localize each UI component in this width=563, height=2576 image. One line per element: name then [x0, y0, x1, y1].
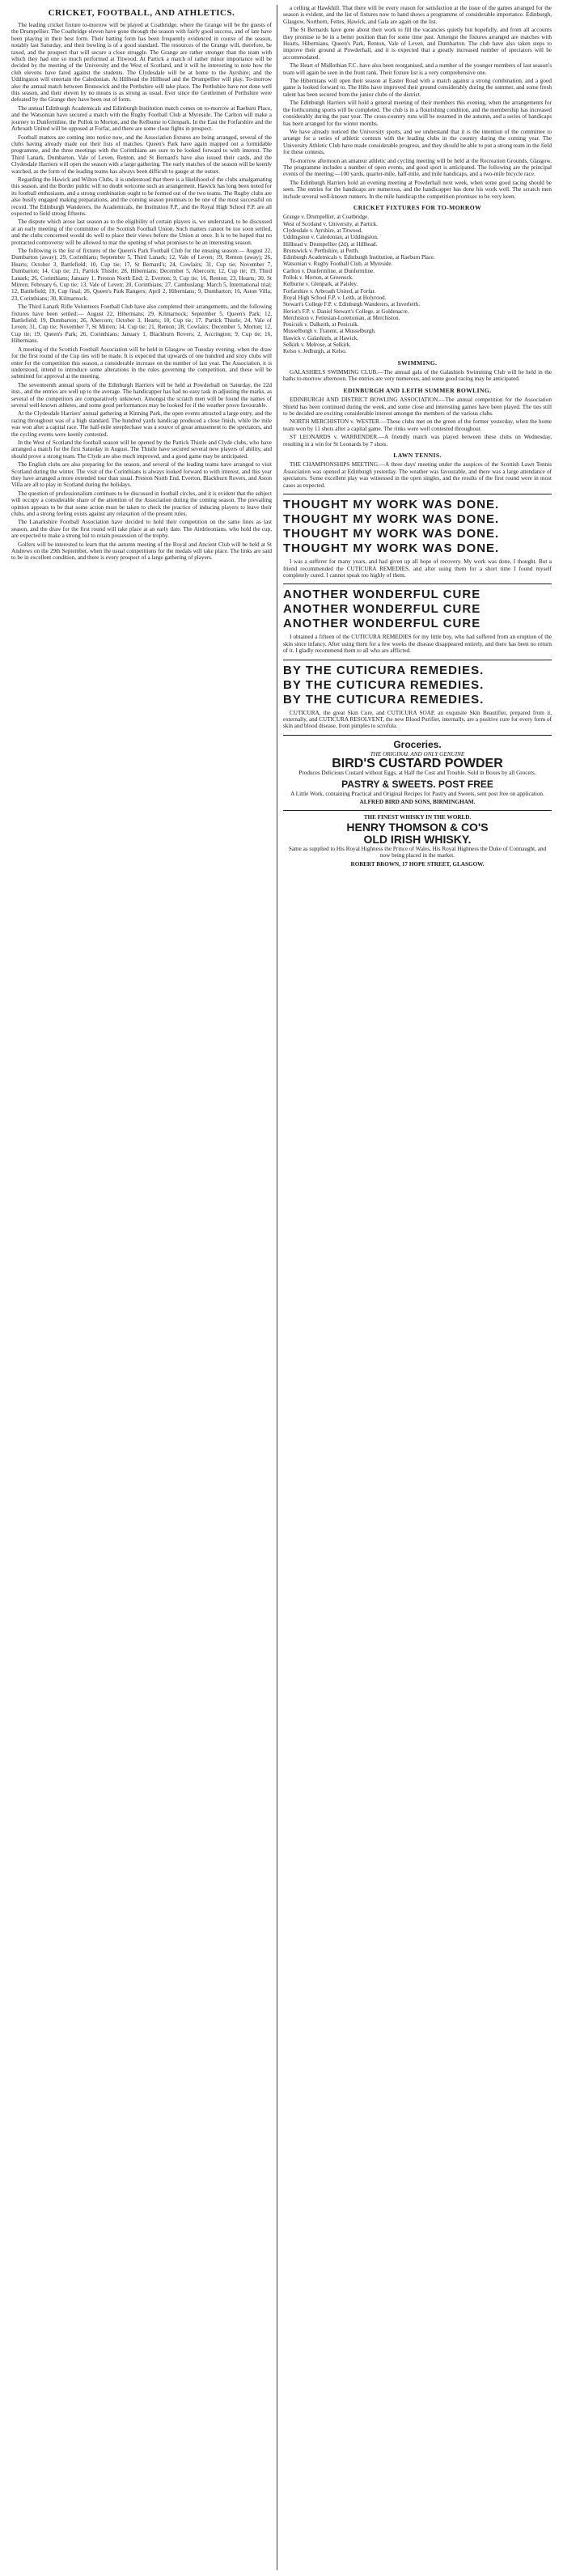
article-paragraph: The following is the list of fixtures of the Queen's Park Football Club for the ensuing season:— August 22, Dumbarton (away); 29, Corinthians; September 5, Third Lanark; 12, Vale of Leven; 19, Renton (away); 26, Hearts; October 3, Battlefield; 10, Cup tie; 17, St Bernard's; 24, Cowlairs; 31, Cup tie; November 7, Dumbarton; 14, Cup tie; 21, Partick Thistle; 28, Hibernians; December 5, Abercorn; 12, Cup tie; 19, Third Lanark; 26, Corinthians; January 1, Preston North End; 2, Everton; 9, Cup tie; 16, Renton; 23, Hearts; 30, St Mirren; February 6, Cup tie; 13, Vale of Leven; 20, Corinthians; 27, Cambuslang; March 5, International trial; 12, Battlefield; 19, Cup final; 26, Queen's Park Rangers; April 2, Hibernians; 9, Dumbarton; 16, Aston Villa; 23, Corinthians; 30, Kilmarnock.	[11, 248, 272, 302]
article-paragraph: The Lanarkshire Football Association have decided to hold their competition on the same lines as last season, and the draw for the first round will take place at an early date. The Airdrieonians, who hold the cup, are expected to make a strong bid to retain possession of the trophy.	[11, 519, 272, 540]
article-paragraph: a celling at Hawkhill. That there will be every reason for satisfaction at the issue of the games arranged for the season is evident, and the list of fixtures now to hand shows a programme of considerable importance. Edinburgh, Glasgow, Northern, Fettes, Hawick, and Gala are again on the list.	[283, 5, 552, 25]
ad-headline-line: THOUGHT MY WORK WAS DONE.	[283, 512, 500, 527]
fixture-item: Carlton v. Dunfermline, at Dunfermline.	[283, 267, 375, 274]
article-paragraph: The Third Lanark Rifle Volunteers Football Club have also completed their arrangements, and the following fixtures have been settled:— August 22, Hibernians; 29, Kilmarnock; September 5, Queen's Park; 12, Battlefield; 19, Dumbarton; 26, Abercorn; October 3, Hearts; 10, Cup tie; 17, Partick Thistle; 24, Vale of Leven; 31, Cup tie; November 7, St Mirren; 14, Cup tie; 21, Renton; 28, Cowlairs; December 5, Morton; 12, Cup tie; 19, Queen's Park; 26, Corinthians; January 1, Blackburn Rovers; 2, Accrington; 9, Cup tie; 16, Hibernians.	[11, 303, 272, 345]
fixture-item: Penicuik v. Dalkeith, at Penicuik.	[283, 321, 359, 329]
cricket-fixtures-heading: CRICKET FIXTURES FOR TO-MORROW	[353, 203, 482, 211]
fixture-item: Kelburne v. Glenpark, at Paisley.	[283, 281, 358, 288]
article-paragraph: THE CHAMPIONSHIPS MEETING.—A three days' meeting under the auspices of the Scottish Lawn Tennis Association was opened at Edinburgh yesterday. The weather was favourable, and there was a large attendance of spectators. Some excellent play was witnessed in the open singles, and the results of the first round were in most cases as expected.	[283, 461, 552, 489]
article-paragraph: At the Clydesdale Harriers' annual gathering at Kinning Park, the open events attracted a large entry, and the racing throughout was of a high standard. The hundred yards handicap produced a close finish, while the mile was won after a capital race. The half-mile steeplechase was a source of great amusement to the spectators, and the cycling events were keenly contested.	[11, 410, 272, 438]
lawn-tennis-heading: LAWN TENNIS.	[393, 452, 442, 460]
wonderful-cure-ad	[283, 584, 552, 654]
fixture-item: Edinburgh Academicals v. Edinburgh Institution, at Raeburn Place.	[283, 254, 435, 261]
fixture-item: Uddingston v. Caledonian, at Uddingston.	[283, 234, 379, 241]
ad-headline-line: BY THE CUTICURA REMEDIES.	[283, 663, 485, 677]
ad-headline-line: THOUGHT MY WORK WAS DONE.	[283, 541, 500, 556]
whisky-agent: ROBERT BROWN, 17 HOPE STREET, GLASGOW.	[350, 860, 485, 868]
ad-body: I was a sufferer for many years, and had given up all hope of recovery. My work was done, I thought. But a friend recommended the CUTICURA REMEDIES, and after using them for a short time I found myself completely cured. I cannot speak too highly of them.	[283, 558, 552, 579]
ad-headline-line: THOUGHT MY WORK WAS DONE.	[283, 527, 500, 541]
article-paragraph: The Heart of Midlothian F.C. have also been reorganised, and a number of the younger members of last season's team will again be seen in the front rank. Their fixture list is a very comprehensive one.	[283, 62, 552, 76]
article-paragraph: GALASHIELS SWIMMING CLUB.—The annual gala of the Galashiels Swimming Club will be held in the baths to-morrow afternoon. The entries are very numerous, and some good racing may be anticipated.	[283, 369, 552, 383]
swimming-heading: SWIMMING.	[397, 359, 438, 367]
cricket-football-athletics-heading: CRICKET, FOOTBALL, AND ATHLETICS.	[48, 8, 235, 18]
post-free-label: POST FREE	[438, 778, 493, 790]
pastry-title: PASTRY & SWEETS.	[341, 778, 436, 790]
article-paragraph: The dispute which arose last season as to the eligibility of certain players is, we understand, to be discussed at an early meeting of the committee of the Scottish Football Union. Such matters cannot be too soon settled, and the clubs concerned would do well to place their views before the Union at once. It is to be hoped that no protracted controversy will be allowed to mar the opening of what promises to be an interesting season.	[11, 219, 272, 246]
article-paragraph: Regarding the Hawick and Wilton Clubs, it is understood that there is a likelihood of the clubs amalgamating this season, and the Border public will no doubt welcome such an arrangement. Hawick has long been noted for its football enthusiasm, and a strong combination ought to be formed out of the two teams. The Rugby clubs are also busily engaged making preparations, and the coming season promises to be one of the most successful on record. The Edinburgh Wanderers, the Academicals, the Institution F.P., and the Royal High School F.P. are all expected to field strong fifteens.	[11, 176, 272, 217]
ad-headline-line: ANOTHER WONDERFUL CURE	[283, 602, 481, 617]
groceries-ad	[283, 735, 552, 806]
custard-maker: ALFRED BIRD AND SONS, BIRMINGHAM.	[359, 798, 476, 805]
whisky-ad	[283, 810, 552, 868]
fixture-item: Clydesdale v. Ayrshire, at Titwood.	[283, 227, 363, 234]
bowling-heading: EDINBURGH AND LEITH SUMMER BOWLING.	[343, 386, 492, 394]
custard-tagline: THE ORIGINAL AND ONLY GENUINE	[370, 750, 465, 758]
article-paragraph: Football matters are coming into notice now, and the Association fixtures are being arranged, several of the clubs having already made out their lists of matches. Queen's Park have again mapped out a formidable programme, and the three meetings with the Corinthians are sure to be looked forward to with interest. The Third Lanark, Dumbarton, Vale of Leven, Renton, and St Bernard's have also issued their cards, and the Clydesdale Harriers will open the season with a large gathering. The early matches of the season will be keenly watched, as the form of the leading teams has always been difficult to gauge at the outset.	[11, 134, 272, 175]
article-paragraph: NORTH MERCHISTON v. WESTER.—These clubs met on the green of the former yesterday, when the home team won by 11 shots after a capital game. The rinks were well contested throughout.	[283, 418, 552, 432]
article-paragraph: To-morrow afternoon an amateur athletic and cycling meeting will be held at the Recreation Grounds, Glasgow. The programme includes a number of open events, and good sport is anticipated. The following are the principal events of the meeting:—100 yards, quarter-mile, half-mile, and mile handicaps, and a two-mile bicycle race.	[283, 157, 552, 178]
fixture-item: Watsonian v. Rugby Football Club, at Myreside.	[283, 261, 393, 268]
ad-body: I obtained a fifteen of the CUTICURA REMEDIES for my little boy, who had suffered from an eruption of the skin since infancy. After using them for a few weeks the disease disappeared entirely, and there has been no return of it. I gladly recommend them to all who are afflicted.	[283, 634, 552, 655]
whisky-product: OLD IRISH WHISKY.	[363, 832, 472, 846]
article-paragraph: EDINBURGH AND DISTRICT BOWLING ASSOCIATION.—The annual competition for the Association Shield has been continued during the week, and some close and interesting games have been played. The ties still to be decided are exciting considerable interest amongst the members of the various clubs.	[283, 397, 552, 418]
fixture-item: Forfarshire v. Arbroath United, at Forfar.	[283, 287, 376, 295]
ad-headline-line: ANOTHER WONDERFUL CURE	[283, 588, 481, 602]
article-paragraph: We have already noticed the University sports, and we understand that it is the intention of the committee to arrange for a series of athletic contests with the leading clubs in the country during the coming year. The University Athletic Club have made considerable progress, and they should be able to put a strong team in the field for these contests.	[283, 128, 552, 156]
cuticura-remedies-ad	[283, 660, 552, 730]
fixture-item: Musselburgh v. Tranent, at Musselburgh.	[283, 328, 376, 335]
ad-headline-line: BY THE CUTICURA REMEDIES.	[283, 677, 485, 692]
article-paragraph: ST LEONARDS v. WARRENDER.—A friendly match was played between these clubs on Wednesday, resulting in a win for St Leonards by 7 shots.	[283, 434, 552, 448]
ad-headline-line: ANOTHER WONDERFUL CURE	[283, 617, 481, 631]
fixture-item: Selkirk v. Melrose, at Selkirk.	[283, 342, 351, 349]
article-paragraph: The English clubs are also preparing for the season, and several of the leading teams have arranged to visit Scotland during the winter. The visit of the Corinthians is always looked forward to with interest, and this year they have arranged a more extended tour than usual. Preston North End, Everton, Blackburn Rovers, and Aston Villa are all to play in Scotland during the holidays.	[11, 461, 272, 489]
article-paragraph: The St Bernards have gone about their work to fill the vacancies quietly but hopefully, and from all accounts they promise to be in a better position than for some time past. Amongst the fixtures arranged are matches with Hearts, Hibernians, Queen's Park, Renton, Vale of Leven, and Dumbarton. The club have also taken steps to improve their ground at Powderhall, and it is expected that a greatly increased number of spectators will be accommodated.	[283, 27, 552, 61]
fixture-item: Grange v. Drumpellier, at Coatbridge.	[283, 214, 369, 221]
article-paragraph: The seventeenth annual sports of the Edinburgh Harriers will be held at Powderhall on Saturday, the 22d inst., and the entries are well up to the average. The handicapper has had no easy task in adjusting the marks, as several of the competitors are comparatively unknown. Amongst the scratch men will be found the names of several well-known athletes, and some good performances may be looked for if the weather prove favourable.	[11, 381, 272, 409]
whisky-line1: THE FINEST WHISKY IN THE WORLD.	[363, 814, 472, 821]
article-paragraph: A meeting of the Scottish Football Association will be held in Glasgow on Tuesday evening, when the draw for the first round of the Cup ties will be made. It is expected that upwards of one hundred and sixty clubs will enter for the competition this season, a considerable increase on the number of last year. The Association, it is understood, intend to introduce some alterations in the rules governing the competition, and these will be submitted for approval at the meeting.	[11, 346, 272, 380]
fixture-item: Pollok v. Morton, at Greenock.	[283, 274, 353, 282]
article-paragraph: The annual Edinburgh Academicals and Edinburgh Institution match comes on to-morrow at Raeburn Place, and the Watsonian have secured a match with the Rugby Football Club at Myreside. The Carlton will make a journey to Dunfermline, the Pollok to Morton, and the Kelburne to Glenpark. In the East the Forfarshire and the Arbroath United will be opposed at Forfar, and there are some close fights in prospect.	[11, 104, 272, 133]
fixtures-list	[283, 214, 552, 354]
fixture-item: Heriot's F.P. v. Daniel Stewart's College, at Goldenacre.	[283, 308, 409, 315]
pastry-body: A Little Work, containing Practical and Original Recipes for Pastry and Sweets, sent post free on application.	[290, 790, 544, 797]
whisky-maker: HENRY THOMSON & CO'S	[346, 820, 489, 834]
article-paragraph: The Edinburgh Harriers will hold a general meeting of their members this evening, when the arrangements for the forthcoming sports will be completed. The club is in a flourishing condition, and the membership has increased considerably during the past year. The cross-country runs will be resumed in the autumn, and a series of handicaps has been arranged for the winter months.	[283, 100, 552, 127]
groceries-heading: Groceries.	[393, 738, 442, 750]
ad-headline-line: BY THE CUTICURA REMEDIES.	[283, 692, 485, 707]
right-column	[283, 5, 552, 2570]
article-paragraph: The leading cricket fixture to-morrow will be played at Coatbridge, where the Grange will be the guests of the Drumpellier. The Coatbridge eleven have gone through the season with fairly good success, and of late have been playing in their best form. Their batting form has been frequently evidenced in course of the season, notably last Saturday, and their bowling is of a good standard. The resources of the Grange will, therefore, be taxed, and the prospect that will secure a close struggle. The Grange are rather stronger than the team with which they had one so much performed at Titwood. At Partick a match of rather minor importance will be decided by the meeting of the University and the West of Scotland, and it will be interesting to note how the club elevens have fared against the students. The Clydesdale will be at home to the Ayrshire; and the Uddingston will entertain the Caledonian. At Hillhead the Hillhead and the Drumpellier will play. To-morrow also the annual match between Brunswick and the Perthshire will take place. The Perthshire have not done well this season, and their eleven by no means is as strong as usual. Ever since the Gentlemen of Perthshire were defeated by the Grange they have been out of form.	[11, 22, 272, 104]
fixture-item: Stewart's College F.P. v. Edinburgh Wanderers, at Inverleith.	[283, 301, 420, 308]
custard-body: Produces Delicious Custard without Eggs, at Half the Cost and Trouble. Sold in Boxes by all Grocers.	[298, 770, 536, 777]
article-paragraph: The question of professionalism continues to be discussed in football circles, and it is evident that the subject will occupy a considerable share of the attention of the Association during the coming season. The prevailing opinion appears to be that some action must be taken to check the practice of inducing players to leave their clubs, and a strong feeling exists against any relaxation of the present rules.	[11, 490, 272, 518]
pastry-line	[283, 779, 552, 791]
fixture-item: Kelso v. Jedburgh, at Kelso.	[283, 348, 347, 355]
fixture-item: Hillhead v. Drumpellier (2d), at Hillhead.	[283, 240, 378, 248]
article-paragraph: In the West of Scotland the football season will be opened by the Partick Thistle and Clyde clubs, who have arranged a match for the first Saturday in August. The Thistle have secured several new players of ability, and should prove a strong team. The Clyde are also much improved, and a good game may be anticipated.	[11, 439, 272, 460]
left-column	[11, 5, 272, 2570]
thought-work-done-ad	[283, 494, 552, 579]
fixture-item: Royal High School F.P. v. Leith, at Holyrood.	[283, 294, 387, 301]
fixture-item: West of Scotland v. University, at Partick.	[283, 220, 378, 227]
fixture-item: Hawick v. Galashiels, at Hawick.	[283, 334, 359, 342]
article-paragraph: The Edinburgh Harriers hold an evening meeting at Powderhall next week, when some good racing should be seen. The entries for the handicaps are numerous, and the handicapper has done his work well. The scratch men include several well-known runners. In the mile handicap the competition promises to be very keen.	[283, 179, 552, 200]
article-paragraph: Golfers will be interested to learn that the autumn meeting of the Royal and Ancient Club will be held at St Andrews on the 29th September, when the usual competitions for the medals will take place. The links are said to be in excellent condition, and there is every prospect of a large gathering of players.	[11, 541, 272, 562]
custard-title: BIRD'S CUSTARD POWDER	[332, 757, 503, 771]
ad-headline-line: THOUGHT MY WORK WAS DONE.	[283, 498, 500, 512]
fixture-item: Merchiston v. Fettesian-Lorettonian, at Merchiston.	[283, 314, 400, 321]
whisky-body: Same as supplied to His Royal Highness the Prince of Wales, His Royal Highness the Duke of Connaught, and now being placed in the market.	[288, 845, 547, 859]
article-paragraph: The Hibernians will open their season at Easter Road with a match against a strong combination, and a good game is looked forward to. The Hibs have improved their ground considerably during the summer, and some fresh talent has been secured from the junior clubs of the district.	[283, 78, 552, 98]
newspaper-page	[11, 5, 552, 2570]
ad-body: CUTICURA, the great Skin Cure, and CUTICURA SOAP, an exquisite Skin Beautifier, prepared from it, externally, and CUTICURA RESOLVENT, the new Blood Purifier, internally, are a positive cure for every form of skin and blood disease, from pimples to scrofula.	[283, 709, 552, 730]
fixture-item: Brunswick v. Perthshire, at Perth.	[283, 247, 359, 254]
